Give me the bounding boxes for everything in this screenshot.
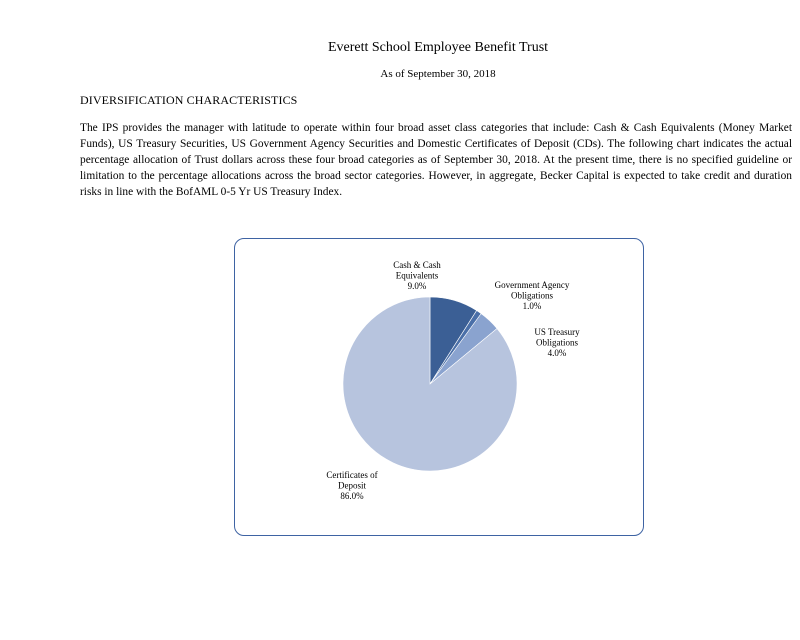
pie-chart-canvas: [235, 239, 643, 535]
slice-label-0: Cash & Cash Equivalents 9.0%: [393, 260, 441, 291]
allocation-pie-chart: [234, 238, 644, 536]
section-heading: DIVERSIFICATION CHARACTERISTICS: [80, 93, 298, 107]
document-title: Everett School Employee Benefit Trust: [327, 40, 549, 55]
body-paragraph: The IPS provides the manager with latitude to operate within four broad asset class categories that include: Cash & Cash Equivalents (Money Market Funds), US Treasury Securities, US Government Agency Securities and Domestic Certificates of Deposit (CDs). The following chart indicates the actual percentage allocation of Trust dollars across these four broad categories as of September 30, 2018. At the present time, there is no specified guideline or limitation to the percentage allocations across the broad sector categories. However, in aggregate, Becker Capital is expected to take credit and duration risks in line with the BofAML 0-5 Yr US Treasury Index.: [80, 122, 792, 198]
slice-label-2: US Treasury Obligations 4.0%: [534, 327, 580, 358]
slice-label-3: Certificates of Deposit 86.0%: [326, 470, 378, 501]
document-date: As of September 30, 2018: [380, 68, 496, 80]
slice-label-1: Government Agency Obligations 1.0%: [494, 280, 570, 311]
